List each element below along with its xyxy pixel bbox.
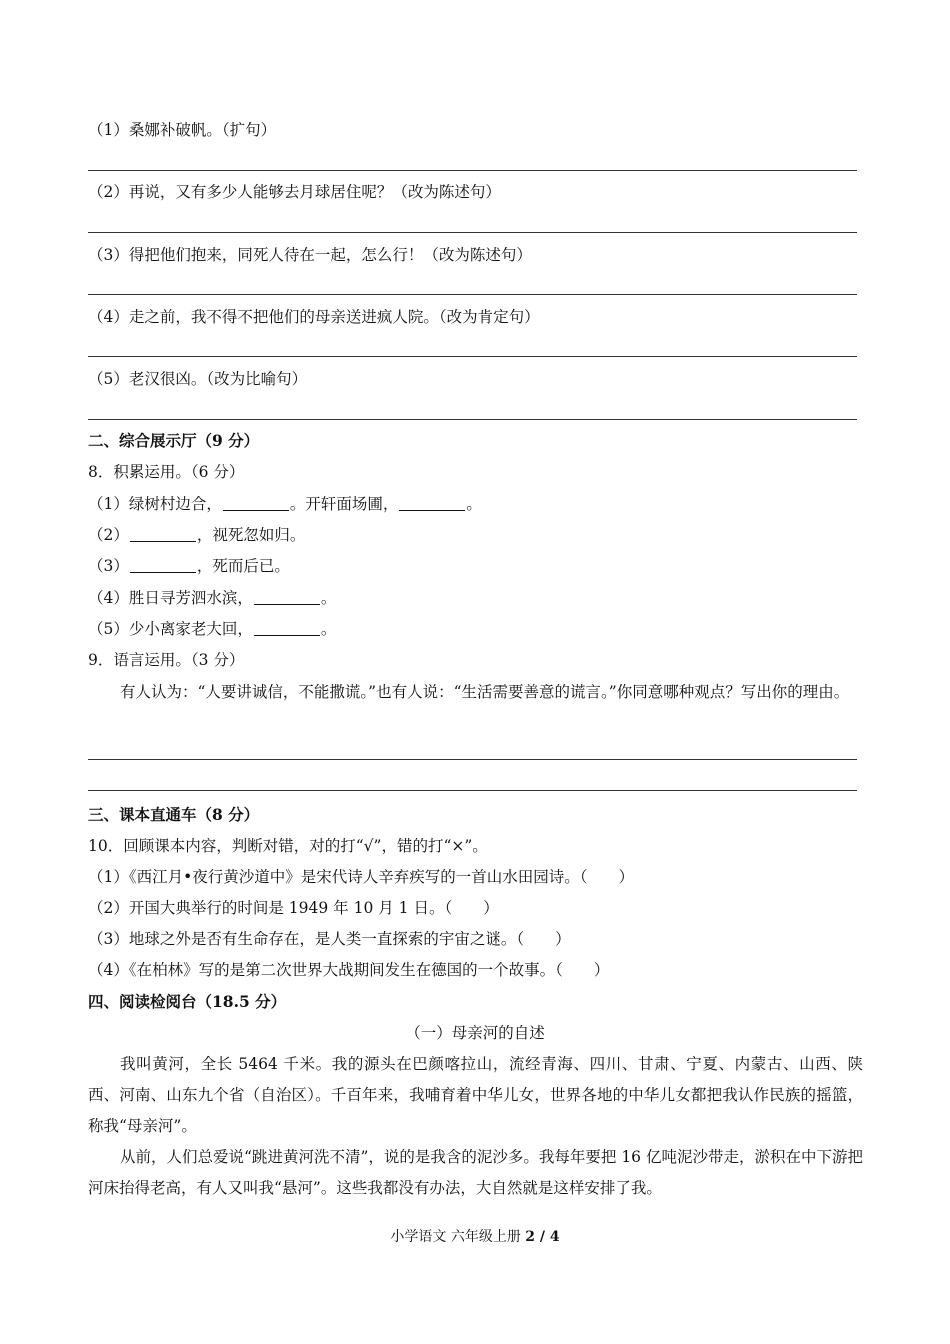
question-8-item-1: （1）绿树村边合， 。开轩面场圃， 。 <box>88 495 482 513</box>
answer-line[interactable] <box>88 759 857 760</box>
page-number: 2 / 4 <box>525 1229 560 1245</box>
question-8-item-3: （3） ，死而后已。 <box>88 557 290 575</box>
question-10-item-1: （1）《西江月•夜行黄沙道中》是宋代诗人辛弃疾写的一首山水田园诗。（ ） <box>88 868 635 886</box>
question-7-item-3: （3）得把他们抱来，同死人待在一起，怎么行！（改为陈述句） <box>88 246 532 264</box>
question-9-title: 9．语言运用。（3 分） <box>88 651 245 669</box>
question-9-text: 有人认为：“人要讲诚信，不能撒谎。”也有人说：“生活需要善意的谎言。”你同意哪种观点？写出你的理由。 <box>120 683 850 701</box>
fill-blank[interactable] <box>130 557 196 573</box>
question-8-item-4: （4）胜日寻芳泗水滨， 。 <box>88 589 337 607</box>
question-10-title: 10．回顾课本内容，判断对错，对的打“√”，错的打“×”。 <box>88 837 488 855</box>
fill-blank[interactable] <box>399 495 465 511</box>
question-7-item-1: （1）桑娜补破帆。（扩句） <box>88 121 277 139</box>
fill-blank[interactable] <box>254 589 320 605</box>
passage-paragraph-1: 我叫黄河，全长 5464 千米。我的源头在巴颜喀拉山，流经青海、四川、甘肃、宁夏、内蒙古、山西、陕西、河南、山东九个省（自治区）。千百年来，我哺育着中华儿女，世界各地的中华儿女都把我认作民族的摇篮，称我“母亲河”。 <box>88 1055 863 1135</box>
answer-line[interactable] <box>88 232 857 233</box>
footer-text: 小学语文 六年级上册 <box>390 1229 526 1245</box>
passage-paragraph-2: 从前，人们总爱说“跳进黄河洗不清”，说的是我含的泥沙多。我每年要把 16 亿吨泥沙带走，淤积在中下游把河床抬得老高，有人又叫我“悬河”。这些我都没有办法，大自然就是这样安排了我。 <box>88 1148 863 1197</box>
question-10-item-4: （4）《在柏林》写的是第二次世界大战期间发生在德国的一个故事。（ ） <box>88 961 610 979</box>
page-footer <box>0 1226 950 1246</box>
answer-line[interactable] <box>88 170 857 171</box>
answer-line[interactable] <box>88 790 857 791</box>
question-7-item-4: （4）走之前，我不得不把他们的母亲送进疯人院。（改为肯定句） <box>88 308 540 326</box>
question-8-title: 8．积累运用。（6 分） <box>88 463 245 481</box>
fill-blank[interactable] <box>223 495 289 511</box>
question-10-item-2: （2）开国大典举行的时间是 1949 年 10 月 1 日。（ ） <box>88 899 499 917</box>
section-3-heading: 三、课本直通车（8 分） <box>88 805 260 824</box>
fill-blank[interactable] <box>254 620 320 636</box>
answer-line[interactable] <box>88 419 857 420</box>
question-8-item-2: （2） ，视死忽如归。 <box>88 526 306 544</box>
passage-title: （一）母亲河的自述 <box>405 1024 545 1042</box>
question-7-item-5: （5）老汉很凶。（改为比喻句） <box>88 370 308 388</box>
section-2-heading: 二、综合展示厅（9 分） <box>88 431 260 450</box>
question-8-item-5: （5）少小离家老大回， 。 <box>88 620 337 638</box>
answer-line[interactable] <box>88 356 857 357</box>
question-10-item-3: （3）地球之外是否有生命存在，是人类一直探索的宇宙之谜。（ ） <box>88 930 571 948</box>
question-7-item-2: （2）再说，又有多少人能够去月球居住呢？（改为陈述句） <box>88 183 501 201</box>
fill-blank[interactable] <box>130 526 196 542</box>
answer-line[interactable] <box>88 294 857 295</box>
section-4-heading: 四、阅读检阅台（18.5 分） <box>88 992 287 1011</box>
